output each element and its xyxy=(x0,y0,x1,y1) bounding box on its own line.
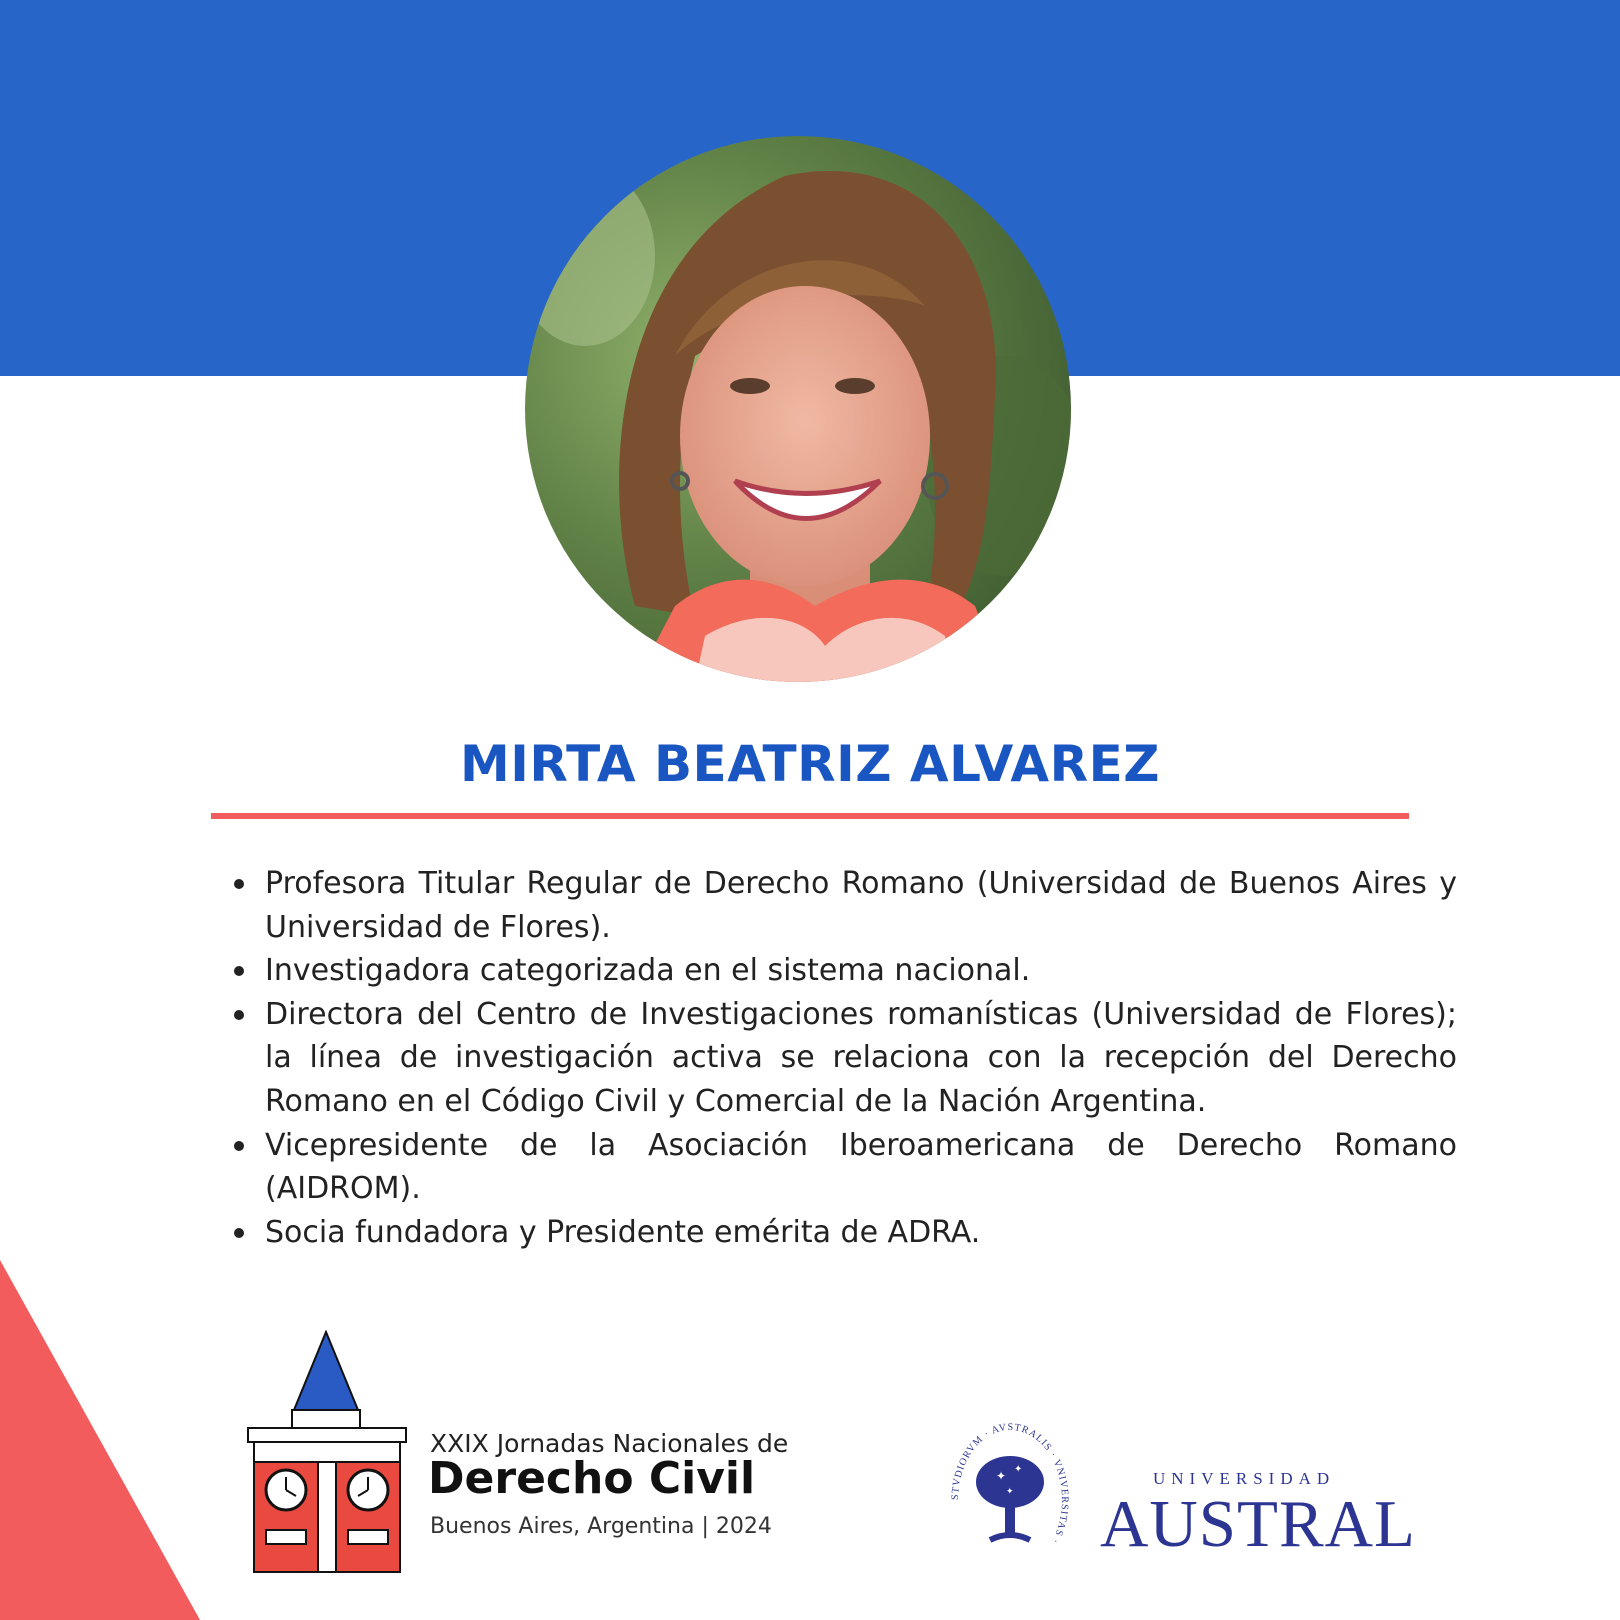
svg-text:✦: ✦ xyxy=(1006,1486,1014,1496)
bio-item: Investigadora categorizada en el sistema nacional. xyxy=(265,949,1457,993)
event-title-line2: Derecho Civil xyxy=(428,1453,756,1504)
bio-item: Profesora Titular Regular de Derecho Romano (Universidad de Buenos Aires y Universidad de Flores). xyxy=(265,862,1457,949)
svg-text:✦: ✦ xyxy=(1014,1464,1023,1475)
svg-text:✦: ✦ xyxy=(996,1469,1007,1483)
bio-item: Socia fundadora y Presidente emérita de ADRA. xyxy=(265,1211,1457,1255)
bio-item: Directora del Centro de Investigaciones romanísticas (Universidad de Flores); la línea de investigación activa se relaciona con la recepción del Derecho Romano en el Código Civil y Comercial de la Nación Argentina. xyxy=(265,993,1457,1124)
university-name: AUSTRAL xyxy=(1100,1487,1416,1561)
jornadas-logo xyxy=(244,1330,824,1580)
bio-list xyxy=(218,862,1457,1254)
name-underline xyxy=(211,813,1409,819)
speaker-photo xyxy=(525,136,1071,682)
university-label: UNIVERSIDAD xyxy=(1153,1469,1336,1488)
event-location-year: Buenos Aires, Argentina | 2024 xyxy=(430,1514,772,1539)
austral-seal-icon xyxy=(950,1420,1070,1580)
speaker-name: MIRTA BEATRIZ ALVAREZ xyxy=(460,735,1160,793)
svg-text:STVDIORVM · AVSTRALIS · VNIVER: STVDIORVM · AVSTRALIS · VNIVERSITAS · xyxy=(950,1421,1070,1546)
event-title-line1: XXIX Jornadas Nacionales de xyxy=(430,1429,789,1458)
bio-item: Vicepresidente de la Asociación Iberoamericana de Derecho Romano (AIDROM). xyxy=(265,1124,1457,1211)
clock-tower-icon xyxy=(244,1330,410,1576)
austral-logo xyxy=(950,1420,1420,1580)
corner-accent-triangle xyxy=(0,1260,200,1620)
